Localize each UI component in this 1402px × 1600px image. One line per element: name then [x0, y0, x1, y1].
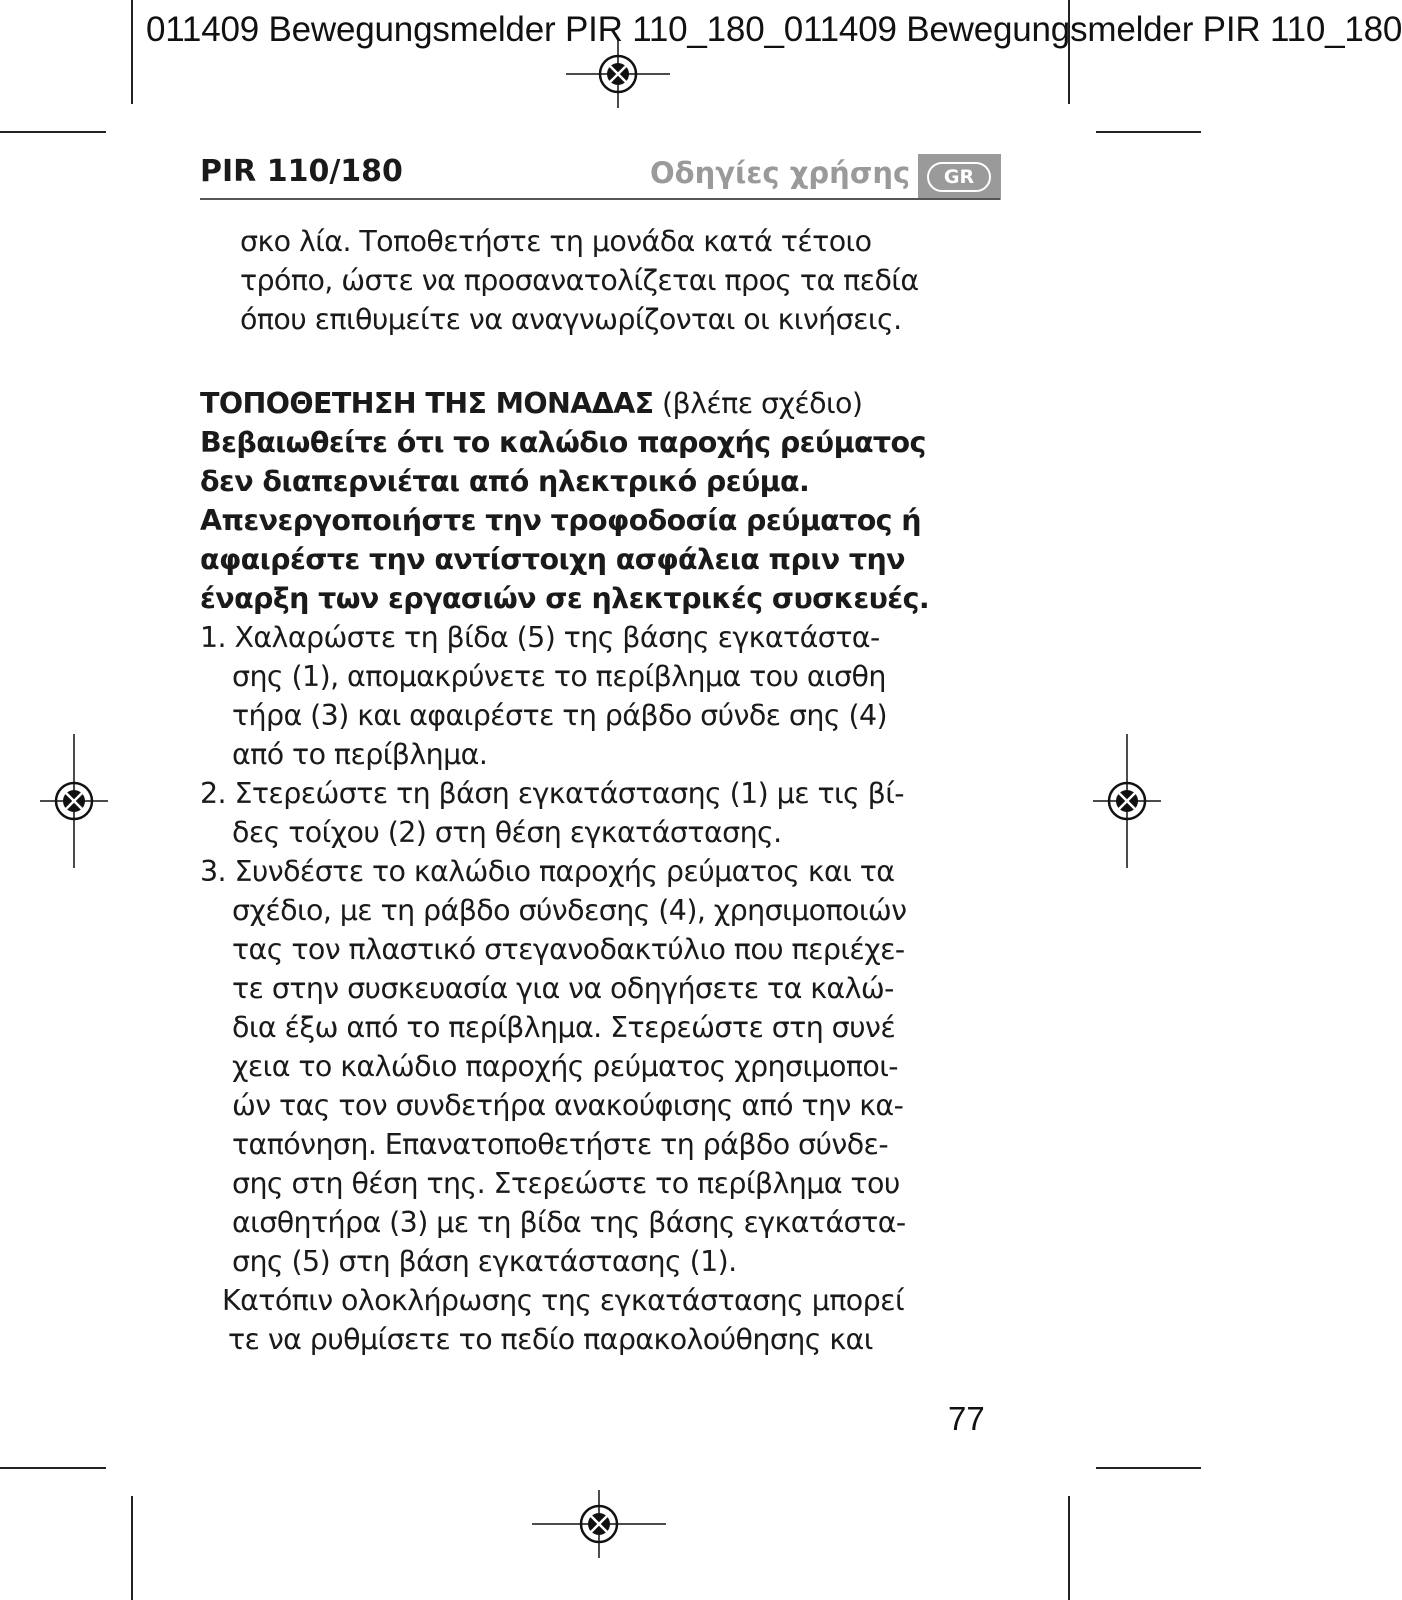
- printer-slug: 011409 Bewegungsmelder PIR 110_180_011409 Bewegungsmelder PIR 110_180: [146, 10, 1402, 49]
- step-3-line: σης στη θέση της. Στερεώστε το περίβλημα του: [232, 1167, 900, 1200]
- step-3-line: σχέδιο, με τη ράβδο σύνδεσης (4), χρησιμοποιών: [232, 894, 907, 927]
- registration-mark-left-icon: [40, 734, 108, 868]
- intro-line: σκο λία. Τοποθετήστε τη μονάδα κατά τέτοιο: [240, 225, 872, 258]
- crop-mark-top-right-horizontal: [1096, 131, 1201, 133]
- step-3-line: δια έξω από το περίβλημα. Στερεώστε στη συνέ: [232, 1011, 896, 1044]
- warning-line: έναρξη των εργασιών σε ηλεκτρικές συσκευές.: [200, 582, 930, 615]
- header-rule: [200, 198, 1000, 200]
- section-heading: ΤΟΠΟΘΕΤΗΣΗ ΤΗΣ ΜΟΝΑΔΑΣ: [200, 387, 654, 420]
- registration-mark-bottom-icon: [532, 1490, 666, 1558]
- step-1-first-line: 1. Χαλαρώστε τη βίδα (5) της βάσης εγκατάστα-: [200, 621, 880, 654]
- step-1-line: τήρα (3) και αφαιρέστε τη ράβδο σύνδε σης (4): [232, 699, 888, 732]
- page-number: 77: [948, 1400, 985, 1437]
- crop-mark-top-left-vertical: [131, 0, 133, 104]
- closing-line: Κατόπιν ολοκλήρωσης της εγκατάστασης μπορεί: [222, 1284, 904, 1317]
- crop-mark-bottom-left-vertical: [131, 1496, 133, 1600]
- closing-line: τε να ρυθμίσετε το πεδίο παρακολούθησης και: [228, 1323, 873, 1356]
- warning-line: Απενεργοποιήστε την τροφοδοσία ρεύματος ή: [200, 504, 921, 537]
- step-3-first-line: 3. Συνδέστε το καλώδιο παροχής ρεύματος και τα: [200, 855, 895, 888]
- step-1-line: σης (1), απομακρύνετε το περίβλημα του αισθη: [232, 660, 886, 693]
- manual-body: [200, 222, 1000, 1359]
- language-badge: [918, 154, 1001, 200]
- intro-line: όπου επιθυμείτε να αναγνωρίζονται οι κινήσεις.: [240, 303, 902, 336]
- manual-title: Οδηγίες χρήσης: [650, 156, 911, 190]
- step-3-line: χεια το καλώδιο παροχής ρεύματος χρησιμοποι-: [232, 1050, 898, 1083]
- warning-line: Βεβαιωθείτε ότι το καλώδιο παροχής ρεύματος: [200, 426, 926, 459]
- crop-mark-bottom-right-vertical: [1068, 1496, 1070, 1600]
- step-3-line: ταπόνηση. Επανατοποθετήστε τη ράβδο σύνδε-: [232, 1128, 889, 1161]
- step-3-line: σης (5) στη βάση εγκατάστασης (1).: [232, 1245, 737, 1278]
- step-2-first-line: 2. Στερεώστε τη βάση εγκατάστασης (1) με τις βί-: [200, 777, 904, 810]
- step-3-line: αισθητήρα (3) με τη βίδα της βάσης εγκατάστα-: [232, 1206, 906, 1239]
- language-code: GR: [927, 162, 991, 192]
- step-3-line: ών τας τον συνδετήρα ανακούφισης από την κα-: [232, 1089, 904, 1122]
- step-2-line: δες τοίχου (2) στη θέση εγκατάστασης.: [232, 816, 782, 849]
- warning-line: δεν διαπερνιέται από ηλεκτρικό ρεύμα.: [200, 465, 810, 498]
- step-1-line: από το περίβλημα.: [232, 738, 488, 771]
- step-3-line: τε στην συσκευασία για να οδηγήσετε τα καλώ-: [232, 972, 894, 1005]
- registration-mark-top-icon: [566, 40, 670, 108]
- crop-mark-top-left-horizontal: [0, 131, 106, 133]
- step-3-line: τας τον πλαστικό στεγανοδακτύλιο που περιέχε-: [232, 933, 905, 966]
- intro-line: τρόπο, ώστε να προσανατολίζεται προς τα πεδία: [240, 264, 919, 297]
- crop-mark-bottom-left-horizontal: [0, 1467, 106, 1469]
- section-heading-line: [200, 384, 1000, 423]
- section-heading-note: (βλέπε σχέδιο): [653, 387, 863, 420]
- crop-mark-bottom-right-horizontal: [1096, 1467, 1201, 1469]
- warning-line: αφαιρέστε την αντίστοιχη ασφάλεια πριν την: [200, 543, 905, 576]
- model-heading: PIR 110/180: [200, 154, 403, 189]
- registration-mark-right-icon: [1093, 734, 1161, 868]
